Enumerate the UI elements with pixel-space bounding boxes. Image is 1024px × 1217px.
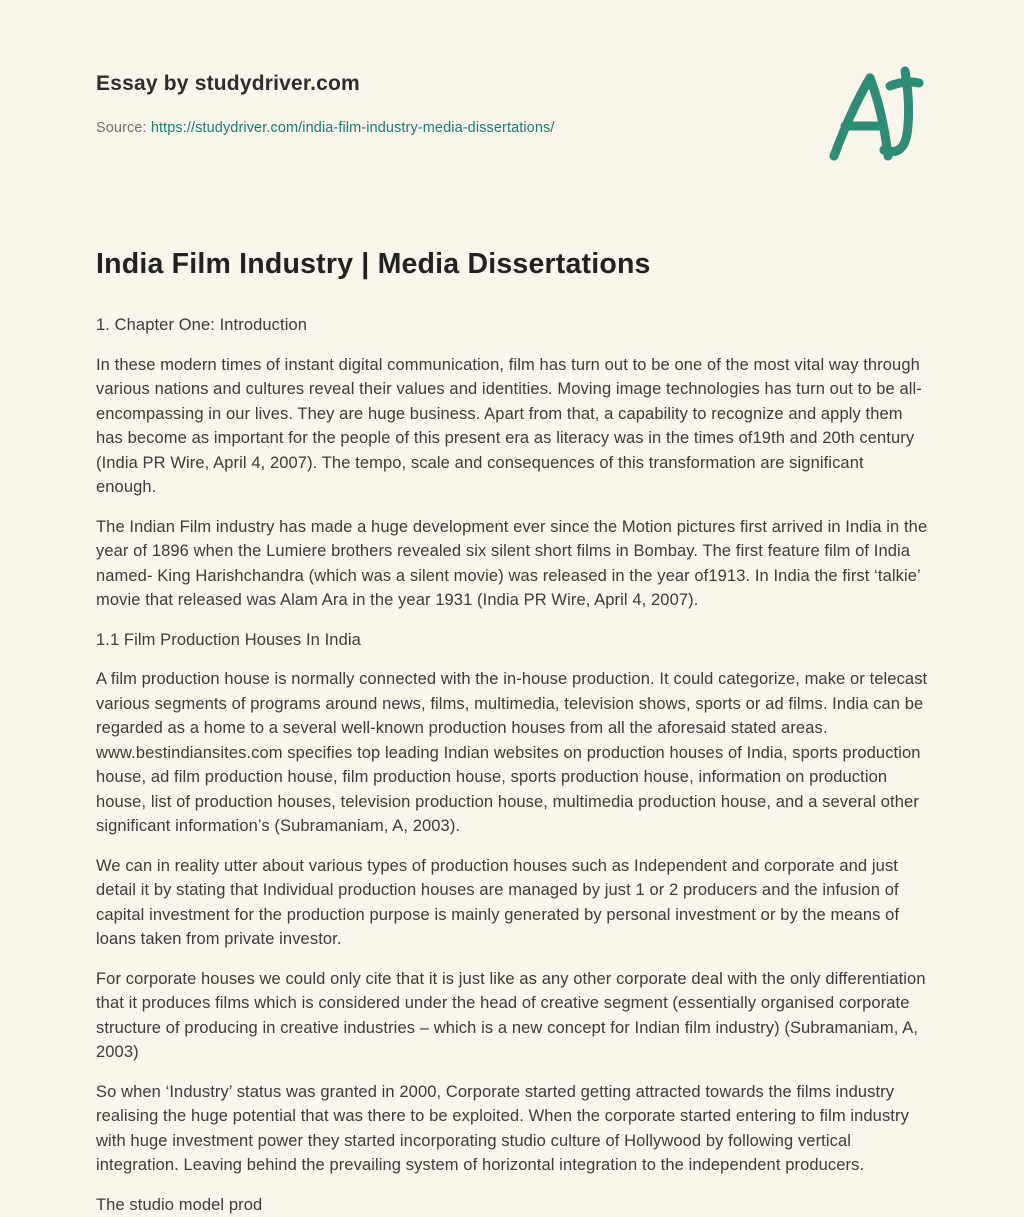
source-link[interactable]: https://studydriver.com/india-film-industry-media-dissertations/ bbox=[151, 120, 555, 136]
article-body bbox=[96, 313, 928, 1217]
section-heading: 1. Chapter One: Introduction bbox=[96, 313, 928, 338]
paragraph: The Indian Film industry has made a huge development ever since the Motion pictures first arrived in India in the year of 1896 when the Lumiere brothers revealed six silent short films in Bombay. The first feature film of India named- King Harishchandra (which was a silent movie) was released in the year of1913. In India the first ‘talkie’ movie that released was Alam Ara in the year 1931 (India PR Wire, April 4, 2007). bbox=[96, 515, 928, 613]
paragraph-truncated: The studio model prod bbox=[96, 1193, 928, 1217]
section-heading: 1.1 Film Production Houses In India bbox=[96, 628, 928, 653]
source-label: Source: bbox=[96, 120, 147, 136]
paragraph: So when ‘Industry’ status was granted in 2000, Corporate started getting attracted towards the films industry realising the huge potential that was there to be exploited. When the corporate started entering to film industry with huge investment power they started incorporating studio culture of Hollywood by following vertical integration. Leaving behind the prevailing system of horizontal integration to the independent producers. bbox=[96, 1080, 928, 1178]
paragraph: We can in reality utter about various types of production houses such as Independent and corporate and just detail it by stating that Individual production houses are managed by just 1 or 2 producers and the infusion of capital investment for the production purpose is mainly generated by personal investment or by the means of loans taken from private investor. bbox=[96, 854, 928, 952]
source-line bbox=[96, 120, 928, 136]
article-title: India Film Industry | Media Dissertations bbox=[96, 248, 928, 281]
studydriver-logo bbox=[826, 66, 926, 166]
paragraph: For corporate houses we could only cite that it is just like as any other corporate deal with the only differentiation that it produces films which is considered under the head of creative segment (essentially organised corporate structure of producing in creative industries – which is a new concept for Indian film industry) (Subramaniam, A, 2003) bbox=[96, 967, 928, 1065]
paragraph: A film production house is normally connected with the in-house production. It could categorize, make or telecast various segments of programs around news, films, multimedia, television shows, sports or ad films. India can be regarded as a home to a several well-known production houses from all the aforesaid stated areas. www.bestindiansites.com specifies top leading Indian websites on production houses of India, sports production house, ad film production house, film production house, sports production house, information on production house, list of production houses, television production house, multimedia production house, and a several other significant information’s (Subramaniam, A, 2003). bbox=[96, 667, 928, 839]
essay-by-line: Essay by studydriver.com bbox=[96, 72, 928, 96]
paragraph: In these modern times of instant digital communication, film has turn out to be one of the most vital way through various nations and cultures reveal their values and identities. Moving image technologies has turn out to be all-encompassing in our lives. They are huge business. Apart from that, a capability to recognize and apply them has become as important for the people of this present era as literacy was in the times of19th and 20th century (India PR Wire, April 4, 2007). The tempo, scale and consequences of this transformation are significant enough. bbox=[96, 353, 928, 500]
